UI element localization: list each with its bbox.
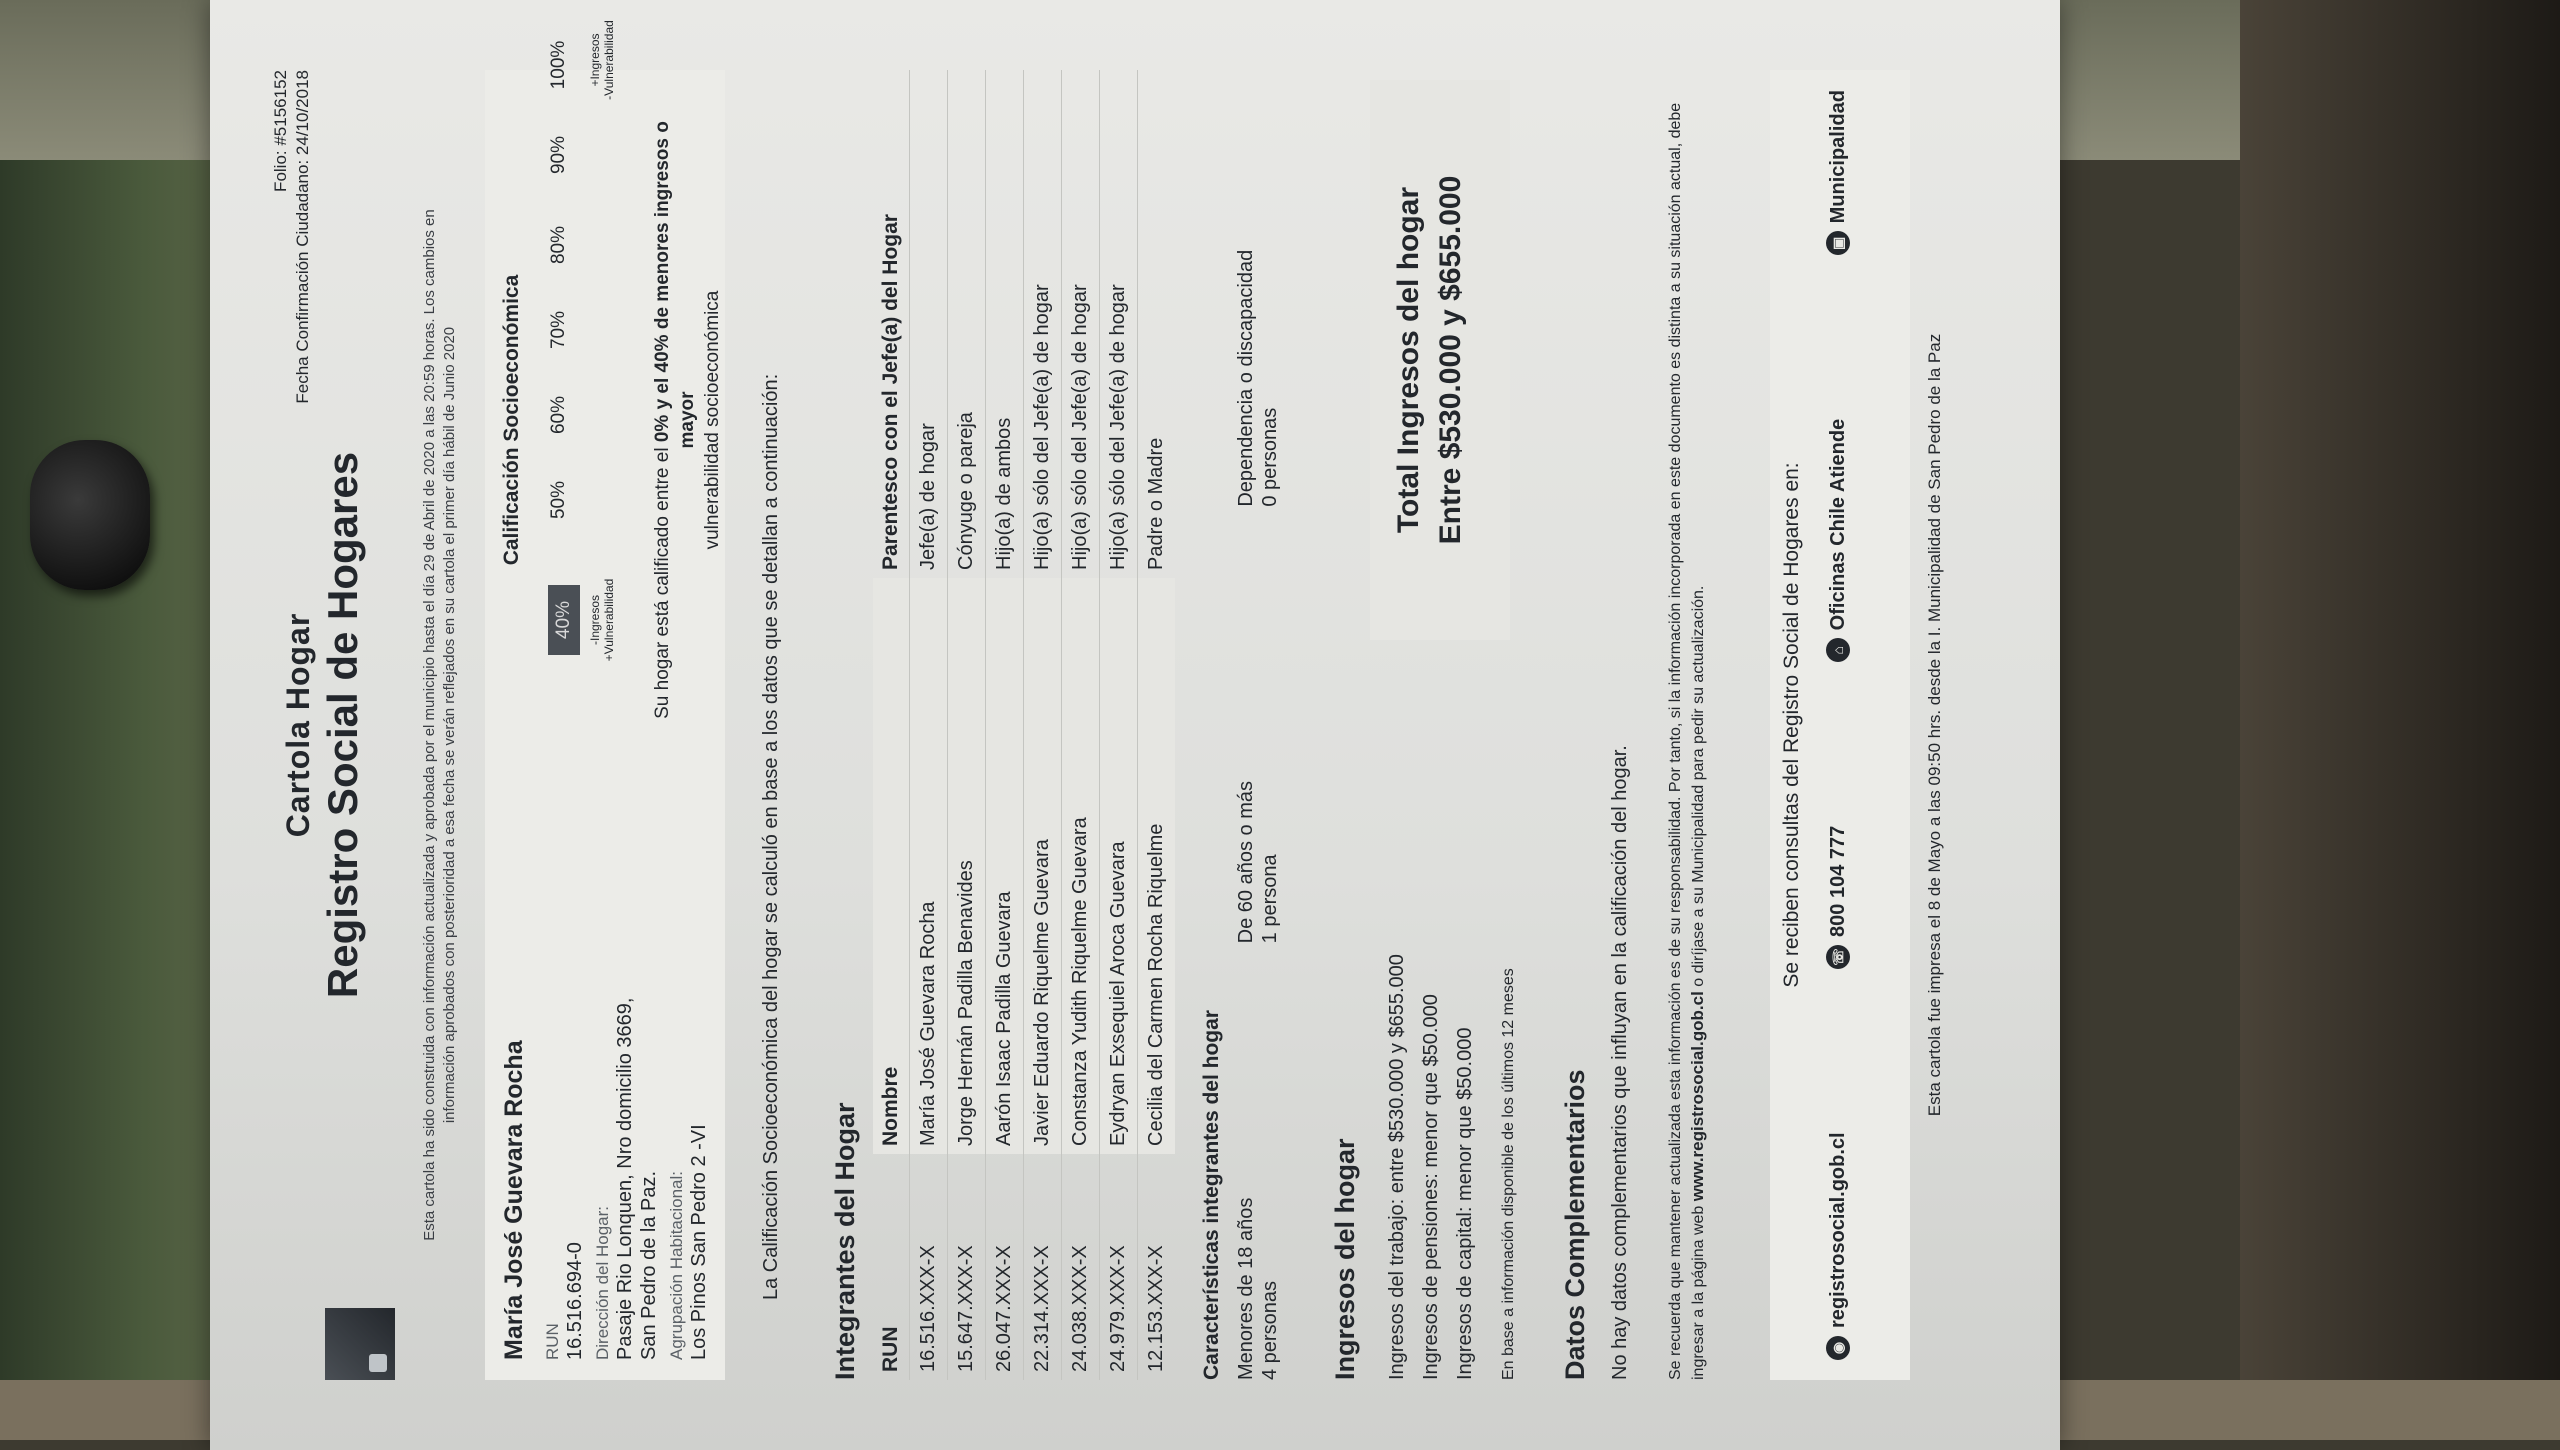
ingreso-pensiones: Ingresos de pensiones: menor que $50.000	[1420, 994, 1442, 1380]
office-icon: ⌂	[1826, 638, 1850, 662]
statement-suffix: vulnerabilidad socioeconómica	[702, 290, 723, 550]
ingreso-capital: Ingresos de capital: menor que $50.000	[1454, 1027, 1476, 1380]
table-row	[1138, 70, 1176, 1380]
note-mas-vulnerabilidad: +Vulnerabilidad	[602, 578, 616, 662]
scale-tick-80: 80%	[548, 225, 569, 265]
row-nombre: Aarón Isaac Padilla Guevara	[986, 578, 1024, 1154]
table-row	[1024, 70, 1062, 1380]
calificacion-socioeconomica	[500, 20, 723, 750]
reminder-part-a: Se recuerda que mantener actualizada esta información es de su responsabilidad. Por tanto, si la información incorporada en este documento es distinta a su situación actual, debe ingresar a la página web	[1667, 102, 1707, 1380]
total-ingresos-label: Total Ingresos del hogar	[1392, 186, 1425, 534]
dependencia-value: 0 personas	[1259, 407, 1281, 507]
row-run: 15.647.XXX-X	[948, 1154, 986, 1380]
cartola-document	[210, 0, 2060, 1450]
note-menos-ingresos: -Ingresos	[588, 594, 602, 646]
folio-number: Folio: #5156152	[271, 70, 290, 192]
row-parentesco: Cónyuge o pareja	[948, 70, 986, 578]
ingresos-lines	[1380, 954, 1482, 1380]
intro-text	[420, 70, 460, 1380]
scale-tick-60: 60%	[548, 395, 569, 435]
intro-line-2: información aprobados con posterioridad a esa fecha se verán reflejados en su cartola el primer día hábil de Junio 2020	[441, 326, 458, 1124]
row-parentesco: Padre o Madre	[1138, 70, 1176, 578]
row-nombre: Jorge Hernán Padilla Benavides	[948, 578, 986, 1154]
title-registro: Registro Social de Hogares	[319, 451, 366, 999]
calculation-note: La Calificación Socioeconómica del hogar se calculó en base a los datos que se detallan a continuación:	[760, 373, 782, 1300]
mayores-60	[1234, 507, 1282, 944]
reminder-text	[1665, 70, 1710, 1380]
row-run: 24.038.XXX-X	[1062, 1154, 1100, 1380]
registro-link[interactable]: www.registrosocial.gob.cl	[1688, 991, 1707, 1202]
complementarios-title: Datos Complementarios	[1560, 1069, 1590, 1380]
channel-web	[1826, 1132, 1850, 1360]
row-nombre: María José Guevara Rocha	[910, 578, 948, 1154]
person-summary-box	[485, 20, 725, 1380]
document-titles	[280, 70, 367, 1380]
integrantes-title: Integrantes del Hogar	[830, 1102, 860, 1380]
row-parentesco: Hijo(a) de ambos	[986, 70, 1024, 578]
phone-label: 800 104 777	[1826, 825, 1849, 937]
mayores-value: 1 persona	[1259, 854, 1281, 944]
channel-oficinas	[1826, 419, 1850, 663]
calificacion-title: Calificación Socioeconómica	[500, 274, 523, 566]
contact-title: Se reciben consultas del Registro Social de Hogares en:	[1780, 462, 1803, 988]
agrupacion-label: Agrupación Habitacional:	[667, 1170, 686, 1360]
scale-tick-70: 70%	[548, 310, 569, 350]
printed-footer: Esta cartola fue impresa el 8 de Mayo a las 09:50 hrs. desde la I. Municipalidad de San Pedro de la Paz	[1925, 333, 1944, 1117]
calificacion-statement	[650, 90, 725, 750]
address-line-2: San Pedro de la Paz.	[638, 1170, 660, 1360]
integrantes-section	[830, 70, 1175, 1380]
total-ingresos-box	[1370, 80, 1510, 640]
contact-channels	[1826, 70, 1850, 1380]
row-run: 26.047.XXX-X	[986, 1154, 1024, 1380]
menores-label: Menores de 18 años	[1235, 1197, 1257, 1380]
table-row	[910, 70, 948, 1380]
scale-note-right	[588, 0, 616, 130]
integrantes-table	[873, 70, 1175, 1380]
scale-notes	[588, 20, 622, 750]
muni-label: Municipalidad	[1826, 90, 1849, 224]
row-nombre: Cecilia del Carmen Rocha Riquelme	[1138, 578, 1176, 1154]
col-parentesco: Parentesco con el Jefe(a) del Hogar	[879, 214, 902, 570]
channel-muni	[1826, 90, 1850, 255]
complementarios-text: No hay datos complementarios que influyan en la calificación del hogar.	[1609, 745, 1631, 1380]
col-nombre: Nombre	[873, 578, 910, 1154]
ingresos-title: Ingresos del hogar	[1330, 1138, 1360, 1380]
row-nombre: Constanza Yudith Riquelme Guevara	[1062, 578, 1100, 1154]
ingresos-footnote: En base a información disponible de los últimos 12 meses	[1500, 968, 1517, 1380]
statement-range: 0% y el 40% de menores ingresos o mayor	[652, 121, 698, 449]
ingresos-section	[1330, 70, 1540, 1380]
table-row	[948, 70, 986, 1380]
row-nombre: Eydryan Exsequiel Aroca Guevara	[1100, 578, 1138, 1154]
row-parentesco: Hijo(a) sólo del Jefe(a) de hogar	[1024, 70, 1062, 578]
row-run: 24.979.XXX-X	[1100, 1154, 1138, 1380]
row-nombre: Javier Eduardo Riquelme Guevara	[1024, 578, 1062, 1154]
dependencia-label: Dependencia o discapacidad	[1235, 249, 1257, 507]
row-run: 12.153.XXX-X	[1138, 1154, 1176, 1380]
menores-value: 4 personas	[1259, 1281, 1281, 1380]
scale-note-left	[588, 550, 616, 690]
phone-icon: ☏	[1826, 945, 1850, 969]
complementarios-section	[1560, 70, 1632, 1380]
scale-tick-90: 90%	[548, 135, 569, 175]
building-icon: ▣	[1826, 231, 1850, 255]
caracteristicas-section	[1200, 70, 1282, 1380]
menores-18	[1234, 943, 1282, 1380]
note-menos-vulnerabilidad: -Vulnerabilidad	[602, 20, 616, 100]
row-parentesco: Hijo(a) sólo del Jefe(a) de hogar	[1062, 70, 1100, 578]
statement-prefix: Su hogar está calificado entre el	[652, 442, 673, 719]
row-parentesco: Hijo(a) sólo del Jefe(a) de hogar	[1100, 70, 1138, 578]
row-parentesco: Jefe(a) de hogar	[910, 70, 948, 578]
oficinas-label: Oficinas Chile Atiende	[1826, 418, 1849, 631]
table-row	[1062, 70, 1100, 1380]
person-details	[500, 780, 711, 1360]
confirmation-date: Fecha Confirmación Ciudadano: 24/10/2018	[293, 70, 312, 404]
col-run: RUN	[879, 1326, 902, 1372]
mayores-label: De 60 años o más	[1235, 781, 1257, 944]
table-row	[986, 70, 1024, 1380]
dependencia	[1234, 70, 1282, 507]
row-run: 16.516.XXX-X	[910, 1154, 948, 1380]
row-run: 22.314.XXX-X	[1024, 1154, 1062, 1380]
note-mas-ingresos: +Ingresos	[588, 33, 602, 87]
contact-box	[1770, 70, 1910, 1380]
address-label: Dirección del Hogar:	[593, 1205, 612, 1360]
scale-tick-50: 50%	[548, 480, 569, 520]
total-ingresos-value: Entre $530.000 y $655.000	[1434, 175, 1467, 545]
table-header-row	[873, 70, 910, 1380]
globe-icon: ◉	[1826, 1336, 1850, 1360]
person-name: María José Guevara Rocha	[500, 1040, 528, 1360]
run-label: RUN	[543, 1323, 562, 1360]
title-cartola: Cartola Hogar	[280, 612, 316, 838]
intro-line-1: Esta cartola ha sido construida con información actualizada y aprobada por el municipio hasta el día 29 de Abril de 2020 a las 20:59 horas. Los cambios en	[421, 209, 438, 1241]
reminder-part-b: o diríjase a su Municipalidad para pedir su actualización.	[1690, 585, 1707, 992]
caracteristicas-values	[1234, 70, 1282, 1380]
document-content	[270, 20, 2000, 1380]
scale-tick-40: 40%	[548, 585, 580, 655]
channel-phone	[1826, 826, 1850, 969]
agrupacion-value: Los Pinos San Pedro 2 -VI	[688, 1124, 710, 1360]
calificacion-scale	[548, 40, 588, 750]
caracteristicas-title: Características integrantes del hogar	[1200, 1010, 1223, 1380]
address-line-1: Pasaje Rio Lonquen, Nro domicilio 3669,	[614, 997, 636, 1360]
scale-tick-100: 100%	[548, 40, 569, 90]
run-value: 16.516.694-0	[564, 1242, 586, 1360]
web-label: registrosocial.gob.cl	[1826, 1132, 1849, 1328]
table-row	[1100, 70, 1138, 1380]
ingreso-trabajo: Ingresos del trabajo: entre $530.000 y $655.000	[1386, 954, 1408, 1380]
